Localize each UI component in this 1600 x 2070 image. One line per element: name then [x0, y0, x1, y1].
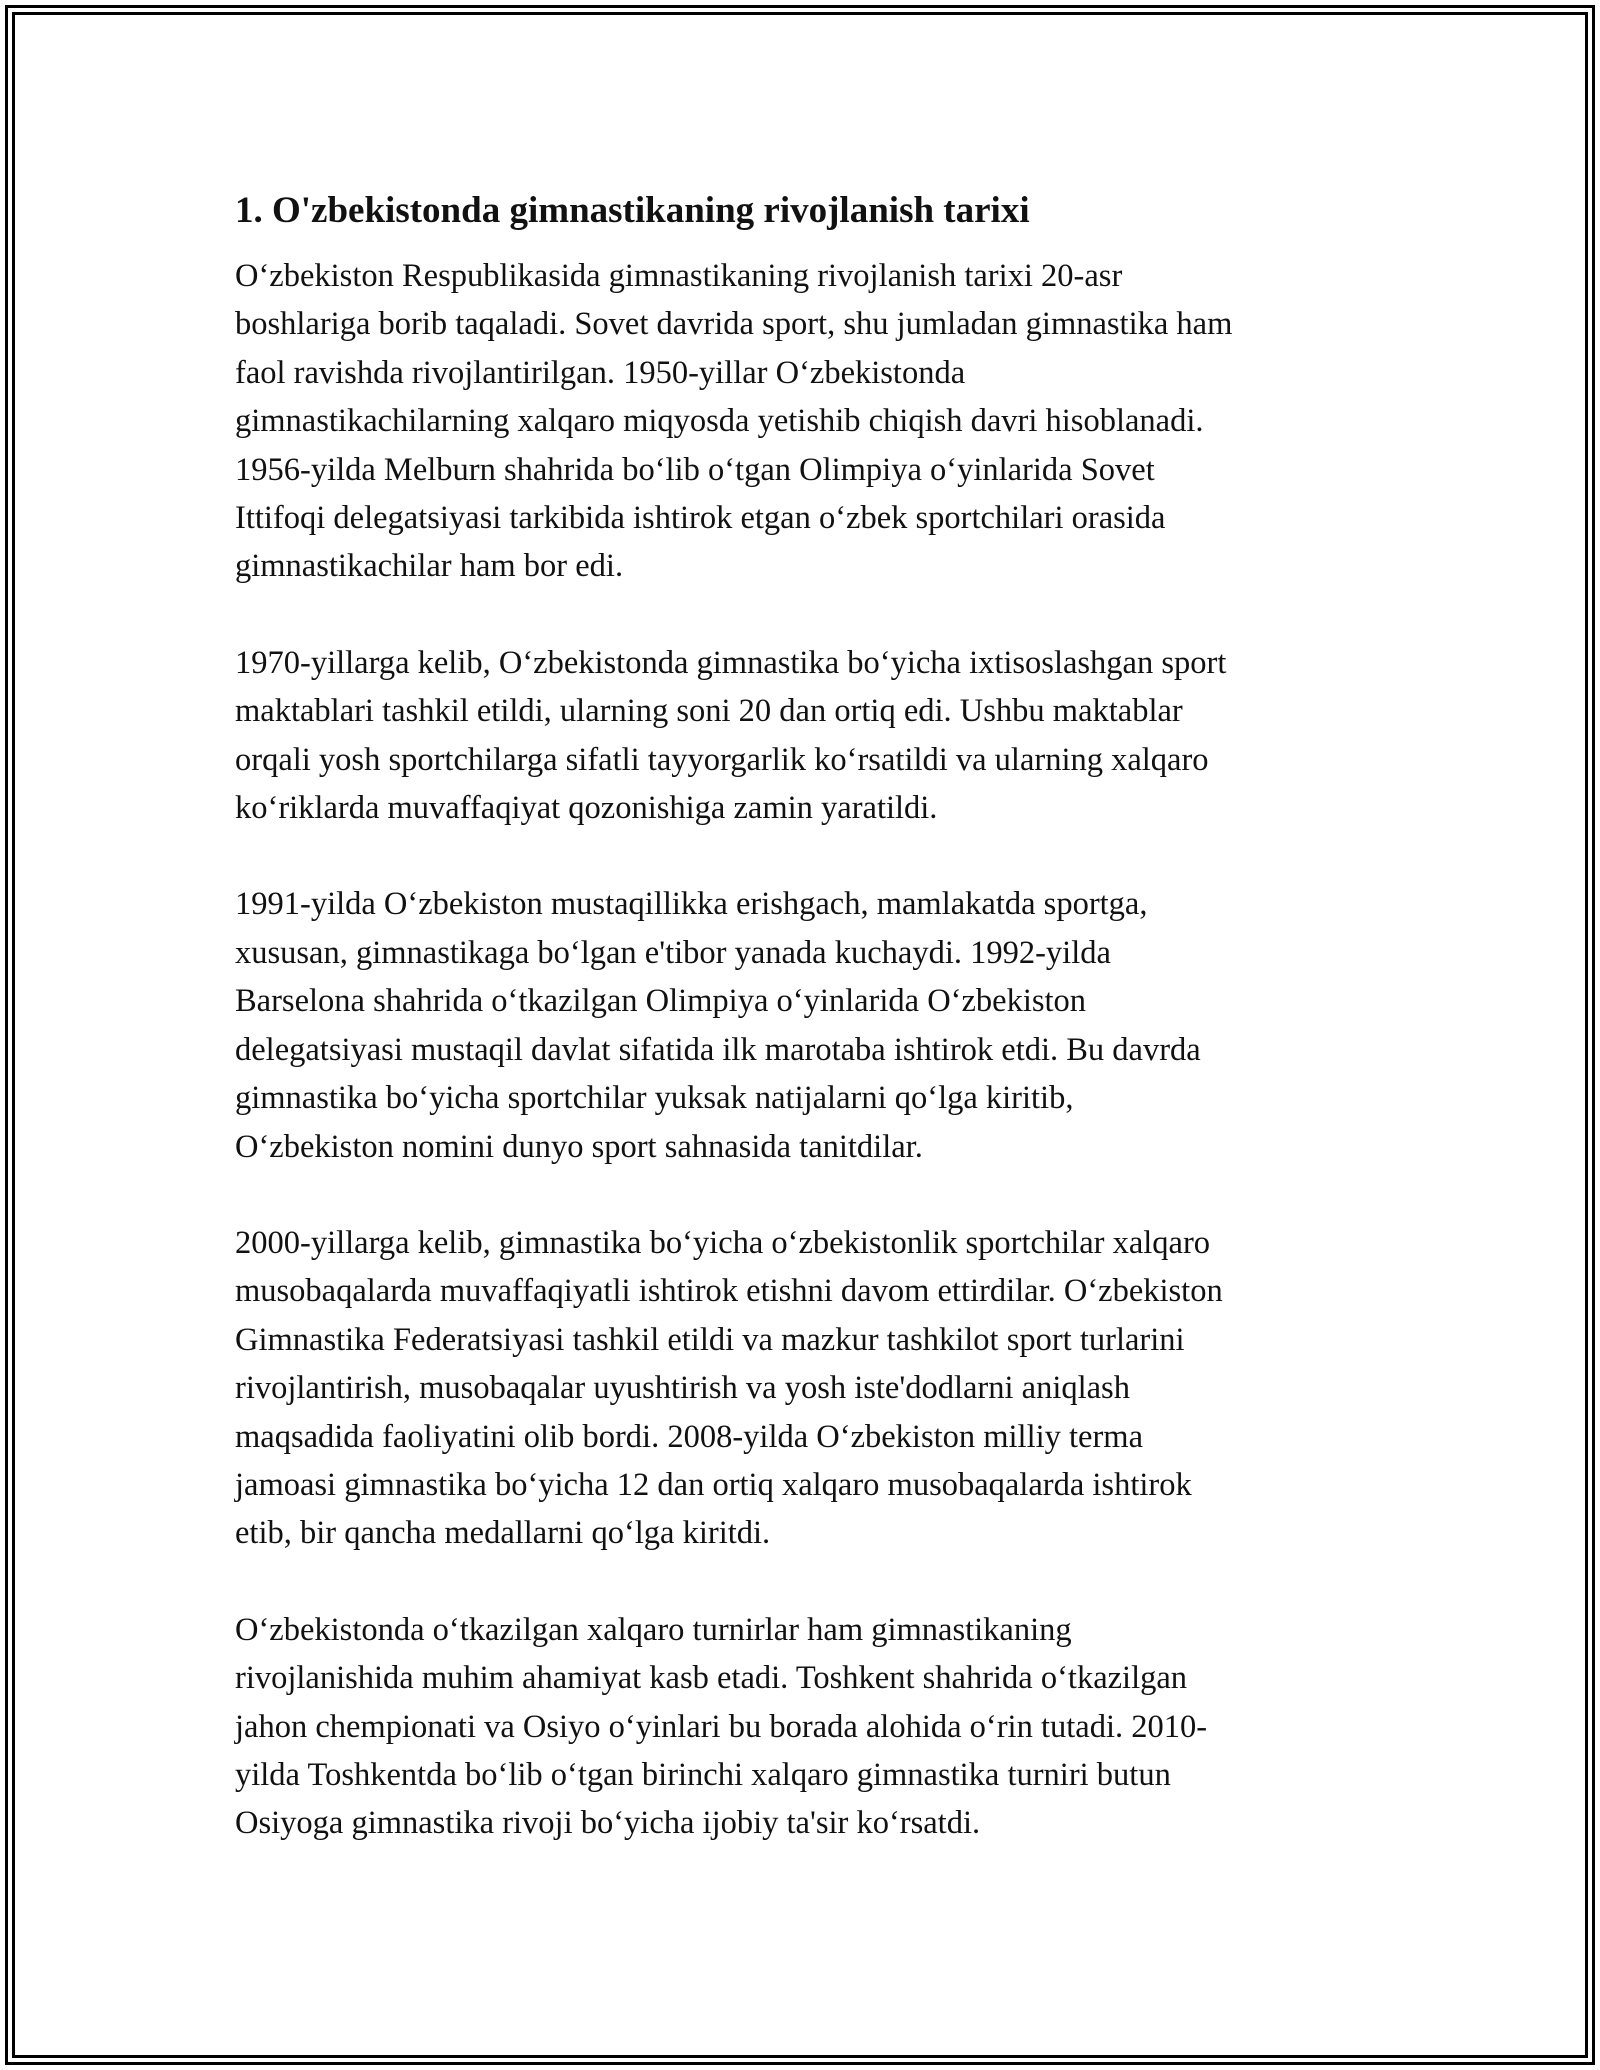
paragraph-line: orqali yosh sportchilarga sifatli tayyorgarlik ko‘rsatildi va ularning xalqaro [235, 741, 1209, 778]
paragraph-line: rivojlanishida muhim ahamiyat kasb etadi. Toshkent shahrida o‘tkazilgan [235, 1660, 1188, 1697]
document-body [235, 186, 1370, 1896]
paragraph-line: Osiyoga gimnastika rivoji bo‘yicha ijobiy ta'sir ko‘rsatdi. [235, 1805, 981, 1842]
paragraph-line: maktablari tashkil etildi, ularning soni 20 dan ortiq edi. Ushbu maktablar [235, 693, 1183, 730]
paragraph-line: xususan, gimnastikaga bo‘lgan e'tibor yanada kuchaydi. 1992-yilda [235, 934, 1111, 971]
paragraph-line: 2000-yillarga kelib, gimnastika bo‘yicha o‘zbekistonlik sportchilar xalqaro [235, 1224, 1211, 1261]
paragraph-line: O‘zbekiston nomini dunyo sport sahnasida tanitdilar. [235, 1128, 923, 1165]
paragraph-line: 1970-yillarga kelib, O‘zbekistonda gimnastika bo‘yicha ixtisoslashgan sport [235, 644, 1227, 681]
paragraph-line: faol ravishda rivojlantirilgan. 1950-yillar O‘zbekistonda [235, 354, 966, 391]
paragraph-line: Gimnastika Federatsiyasi tashkil etildi va mazkur tashkilot sport turlarini [235, 1321, 1185, 1358]
paragraph-line: musobaqalarda muvaffaqiyatli ishtirok etishni davom ettirdilar. O‘zbekiston [235, 1273, 1223, 1310]
paragraph-line: maqsadida faoliyatini olib bordi. 2008-yilda O‘zbekiston milliy terma [235, 1418, 1144, 1455]
paragraph-line: Ittifoqi delegatsiyasi tarkibida ishtirok etgan o‘zbek sportchilari orasida [235, 500, 1166, 537]
body-paragraph [235, 1606, 1370, 1848]
paragraph-line: delegatsiyasi mustaqil davlat sifatida ilk marotaba ishtirok etdi. Bu davrda [235, 1031, 1201, 1068]
body-paragraph [235, 1219, 1370, 1558]
paragraph-line: O‘zbekiston Respublikasida gimnastikaning rivojlanish tarixi 20-asr [235, 258, 1123, 294]
paragraph-list [235, 252, 1370, 1848]
body-paragraph [235, 639, 1370, 833]
paragraph-line: rivojlantirish, musobaqalar uyushtirish va yosh iste'dodlarni aniqlash [235, 1370, 1130, 1407]
body-paragraph [235, 252, 1370, 591]
paragraph-line: boshlariga borib taqaladi. Sovet davrida sport, shu jumladan gimnastika ham [235, 306, 1233, 343]
paragraph-line: O‘zbekistonda o‘tkazilgan xalqaro turnirlar ham gimnastikaning [235, 1611, 1072, 1648]
paragraph-line: gimnastikachilarning xalqaro miqyosda yetishib chiqish davri hisoblanadi. [235, 403, 1204, 440]
section-heading: 1. O'zbekistonda gimnastikaning rivojlanish tarixi [235, 190, 1030, 231]
paragraph-line: ko‘riklarda muvaffaqiyat qozonishiga zamin yaratildi. [235, 790, 938, 827]
paragraph-line: gimnastika bo‘yicha sportchilar yuksak natijalarni qo‘lga kiritib, [235, 1080, 1074, 1117]
paragraph-line: gimnastikachilar ham bor edi. [235, 548, 624, 585]
paragraph-line: jahon chempionati va Osiyo o‘yinlari bu borada alohida o‘rin tutadi. 2010- [235, 1708, 1208, 1745]
paragraph-line: etib, bir qancha medallarni qo‘lga kiritdi. [235, 1515, 771, 1552]
paragraph-line: 1991-yilda O‘zbekiston mustaqillikka erishgach, mamlakatda sportga, [235, 886, 1148, 923]
body-paragraph [235, 880, 1370, 1170]
paragraph-line: 1956-yilda Melburn shahrida bo‘lib o‘tgan Olimpiya o‘yinlarida Sovet [235, 451, 1155, 488]
paragraph-line: jamoasi gimnastika bo‘yicha 12 dan ortiq xalqaro musobaqalarda ishtirok [235, 1466, 1192, 1503]
paragraph-line: Barselona shahrida o‘tkazilgan Olimpiya o‘yinlarida O‘zbekiston [235, 983, 1087, 1020]
paragraph-line: yilda Toshkentda bo‘lib o‘tgan birinchi xalqaro gimnastika turniri butun [235, 1756, 1171, 1793]
